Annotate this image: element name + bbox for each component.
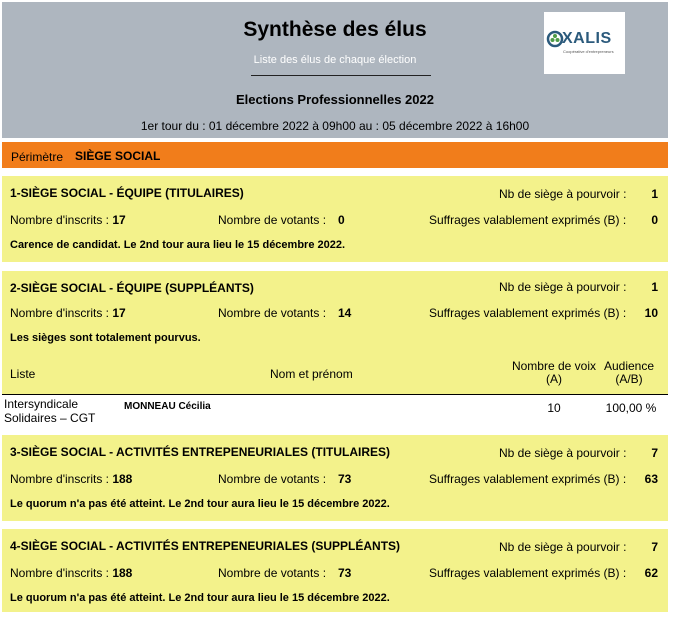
suffrages-label: Suffrages valablement exprimés (B) : [429, 306, 627, 320]
votants-label: Nombre de votants : [218, 472, 327, 486]
logo-wordmark: XALIS [562, 30, 612, 47]
inscrits [10, 213, 126, 227]
nb-sieges-label: Nb de siège à pourvoir : [499, 280, 627, 294]
election-name: Elections Professionnelles 2022 [236, 92, 434, 107]
votants-value: 14 [338, 306, 352, 320]
election-title: 4-SIÈGE SOCIAL - ACTIVITÉS ENTREPENEURIALES (SUPPLÉANTS) [10, 539, 401, 553]
inscrits-value: 17 [112, 306, 126, 320]
inscrits-label: Nombre d'inscrits : [10, 472, 109, 486]
title-divider [251, 75, 431, 76]
perimetre-label: Périmètre [11, 150, 64, 164]
inscrits-value: 188 [112, 566, 133, 580]
inscrits [10, 472, 132, 486]
row-liste [4, 397, 114, 425]
liste-line2: Solidaires – CGT [4, 411, 96, 425]
report-header [2, 2, 668, 138]
table-row [2, 396, 668, 428]
election-block-4 [2, 529, 668, 612]
suffrages-value: 63 [644, 472, 658, 486]
elus-table-header [2, 358, 668, 395]
page-subtitle: Liste des élus de chaque élection [253, 54, 417, 66]
inscrits [10, 566, 132, 580]
nb-sieges-label: Nb de siège à pourvoir : [499, 540, 627, 554]
nb-sieges-value: 1 [651, 280, 658, 294]
column-header-liste: Liste [10, 367, 36, 381]
voix-header-line2: (A) [546, 372, 562, 386]
election-title: 1-SIÈGE SOCIAL - ÉQUIPE (TITULAIRES) [10, 186, 244, 200]
inscrits-value: 188 [112, 472, 133, 486]
election-status: Le quorum n'a pas été atteint. Le 2nd tour aura lieu le 15 décembre 2022. [10, 592, 390, 604]
votants-label: Nombre de votants : [218, 566, 327, 580]
inscrits-label: Nombre d'inscrits : [10, 306, 109, 320]
votants-value: 73 [338, 472, 352, 486]
election-title: 2-SIÈGE SOCIAL - ÉQUIPE (SUPPLÉANTS) [10, 281, 254, 295]
suffrages-label: Suffrages valablement exprimés (B) : [429, 213, 627, 227]
nb-sieges-value: 7 [651, 446, 658, 460]
liste-line1: Intersyndicale [4, 397, 79, 411]
row-voix: 10 [547, 401, 561, 415]
column-header-nom: Nom et prénom [270, 367, 353, 381]
row-audience: 100,00 % [605, 401, 657, 415]
voix-header-line1: Nombre de voix [511, 359, 597, 373]
votants-label: Nombre de votants : [218, 213, 327, 227]
inscrits-value: 17 [112, 213, 126, 227]
nb-sieges-value: 1 [651, 187, 658, 201]
election-block-1 [2, 176, 668, 262]
audience-header-line1: Audience [603, 359, 655, 373]
election-status: Carence de candidat. Le 2nd tour aura lieu le 15 décembre 2022. [10, 239, 346, 251]
election-block-2 [2, 271, 668, 358]
column-header-audience [602, 360, 656, 386]
inscrits [10, 306, 126, 320]
inscrits-label: Nombre d'inscrits : [10, 213, 109, 227]
nb-sieges-value: 7 [651, 540, 658, 554]
row-nom: MONNEAU Cécilia [124, 401, 211, 412]
nb-sieges-label: Nb de siège à pourvoir : [499, 446, 627, 460]
votants-value: 73 [338, 566, 352, 580]
election-block-3 [2, 435, 668, 521]
nb-sieges-label: Nb de siège à pourvoir : [499, 187, 627, 201]
perimetre-value: SIÈGE SOCIAL [75, 149, 161, 163]
election-title: 3-SIÈGE SOCIAL - ACTIVITÉS ENTREPENEURIALES (TITULAIRES) [10, 445, 391, 459]
election-status: Le quorum n'a pas été atteint. Le 2nd tour aura lieu le 15 décembre 2022. [10, 498, 390, 510]
audience-header-line2: (A/B) [615, 372, 643, 386]
suffrages-label: Suffrages valablement exprimés (B) : [429, 472, 627, 486]
page-title: Synthèse des élus [243, 18, 427, 41]
election-dates: 1er tour du : 01 décembre 2022 à 09h00 au : 05 décembre 2022 à 16h00 [140, 119, 530, 133]
suffrages-value: 10 [644, 306, 658, 320]
votants-label: Nombre de votants : [218, 306, 327, 320]
suffrages-value: 62 [644, 566, 658, 580]
suffrages-label: Suffrages valablement exprimés (B) : [429, 566, 627, 580]
election-status: Les sièges sont totalement pourvus. [10, 332, 201, 344]
inscrits-label: Nombre d'inscrits : [10, 566, 109, 580]
column-header-voix [510, 360, 598, 386]
perimetre-bar [2, 142, 668, 168]
suffrages-value: 0 [651, 213, 658, 227]
oxalis-logo [544, 12, 625, 74]
votants-value: 0 [338, 213, 345, 227]
logo-tagline: Coopérative d'entrepreneurs [563, 49, 614, 54]
